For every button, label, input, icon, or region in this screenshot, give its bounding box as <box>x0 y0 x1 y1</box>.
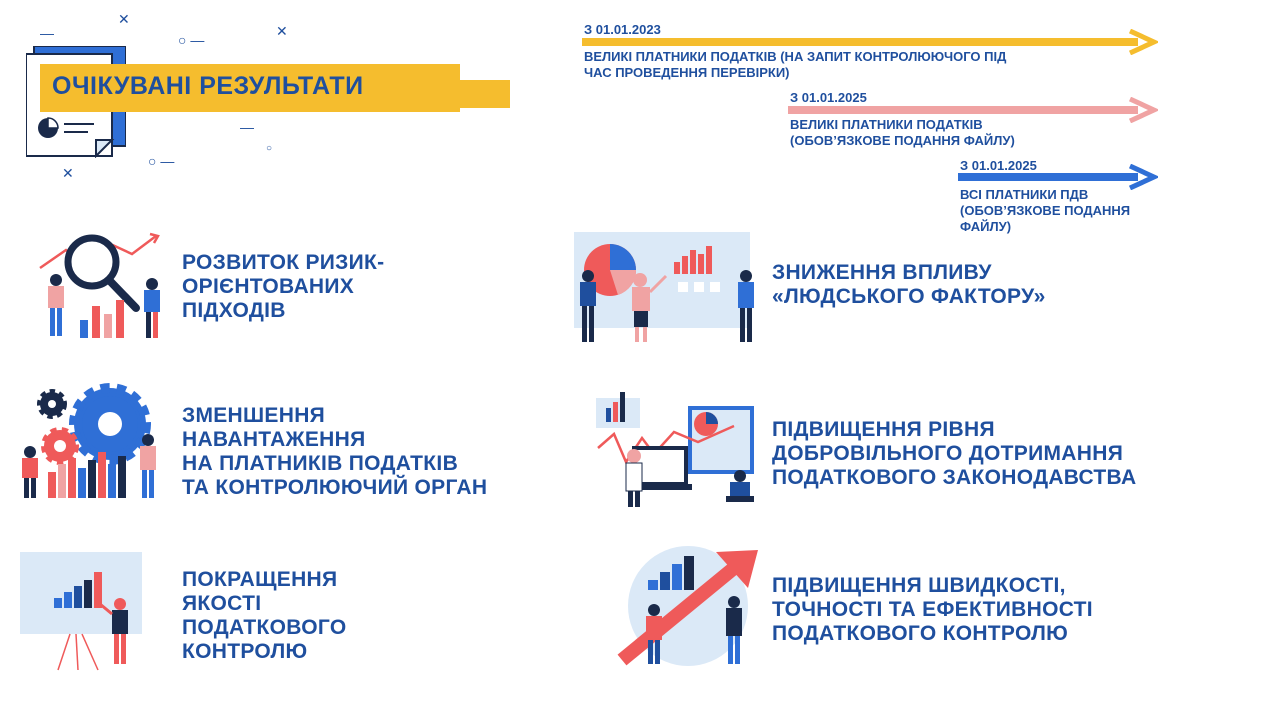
timeline-date: З 01.01.2025 <box>790 90 867 105</box>
item-title-line: РОЗВИТОК РИЗИК- <box>182 251 385 274</box>
timeline-text <box>960 187 1130 235</box>
item-title-line: ТА КОНТРОЛЮЮЧИЙ ОРГАН <box>182 476 488 499</box>
item-title-speed <box>772 574 1093 646</box>
item-title-line: ПІДХОДІВ <box>182 299 286 322</box>
item-title-line: ПОДАТКОВОГО ЗАКОНОДАВСТВА <box>772 466 1137 489</box>
item-title-line: ЗНИЖЕННЯ ВПЛИВУ <box>772 261 992 284</box>
timeline-date: З 01.01.2023 <box>584 22 661 37</box>
line-decoration-icon: — <box>240 119 254 135</box>
timeline-text-line: ВЕЛИКІ ПЛАТНИКИ ПОДАТКІВ (НА ЗАПИТ КОНТРОЛЮЮЧОГО ПІД <box>584 49 1007 64</box>
magnifier-analytics-icon <box>36 228 166 342</box>
cross-decoration-icon: ✕ <box>118 11 130 27</box>
item-title-compliance <box>772 418 1136 490</box>
item-title-line: ПОКРАЩЕННЯ <box>182 568 338 591</box>
timeline-date: З 01.01.2025 <box>960 158 1037 173</box>
item-title-line: ПІДВИЩЕННЯ ШВИДКОСТІ, <box>772 574 1066 597</box>
item-title-line: ПОДАТКОВОГО КОНТРОЛЮ <box>772 622 1069 645</box>
item-title-risk <box>182 251 384 323</box>
presentation-team-icon <box>574 232 760 344</box>
circle-line-decoration-icon: ○ — <box>148 153 175 169</box>
timeline-text-line: ЧАС ПРОВЕДЕННЯ ПЕРЕВІРКИ) <box>584 65 790 80</box>
timeline-text-line: ВЕЛИКІ ПЛАТНИКИ ПОДАТКІВ <box>790 117 983 132</box>
timeline-text-line: (ОБОВ’ЯЗКОВЕ ПОДАННЯ <box>960 203 1131 218</box>
item-title-quality <box>182 568 346 664</box>
timeline-text-line: ФАЙЛУ) <box>960 219 1012 234</box>
item-title-line: НА ПЛАТНИКІВ ПОДАТКІВ <box>182 452 459 475</box>
page-title: ОЧІКУВАНІ РЕЗУЛЬТАТИ <box>52 72 364 100</box>
circle-line-decoration-icon: ○ — <box>178 32 205 48</box>
item-title-burden <box>182 404 487 500</box>
item-title-line: НАВАНТАЖЕННЯ <box>182 428 366 451</box>
line-decoration-icon: — <box>40 25 54 41</box>
timeline-text-line: (ОБОВ’ЯЗКОВЕ ПОДАННЯ ФАЙЛУ) <box>790 133 1015 148</box>
item-title-line: ПОДАТКОВОГО <box>182 616 347 639</box>
item-title-line: ЗМЕНШЕННЯ <box>182 404 326 427</box>
cross-decoration-icon: ✕ <box>62 165 74 181</box>
item-title-human <box>772 261 1046 309</box>
item-title-line: ОРІЄНТОВАНИХ <box>182 275 355 298</box>
cross-decoration-icon: ✕ <box>276 23 288 39</box>
flipchart-presenter-icon <box>20 552 146 672</box>
growth-arrow-icon <box>618 544 760 670</box>
item-title-line: ЯКОСТІ <box>182 592 262 615</box>
timeline-text <box>584 49 1006 81</box>
item-title-line: КОНТРОЛЮ <box>182 640 308 663</box>
item-title-line: ТОЧНОСТІ ТА ЕФЕКТИВНОСТІ <box>772 598 1093 621</box>
laptop-analytics-icon <box>594 388 756 510</box>
item-title-line: «ЛЮДСЬКОГО ФАКТОРУ» <box>772 285 1046 308</box>
timeline-text-line: ВСІ ПЛАТНИКИ ПДВ <box>960 187 1089 202</box>
circle-decoration-icon: ○ <box>266 143 273 154</box>
item-title-line: ПІДВИЩЕННЯ РІВНЯ <box>772 418 995 441</box>
timeline-text <box>790 117 1015 149</box>
item-title-line: ДОБРОВІЛЬНОГО ДОТРИМАННЯ <box>772 442 1124 465</box>
gears-chart-icon <box>18 380 166 502</box>
